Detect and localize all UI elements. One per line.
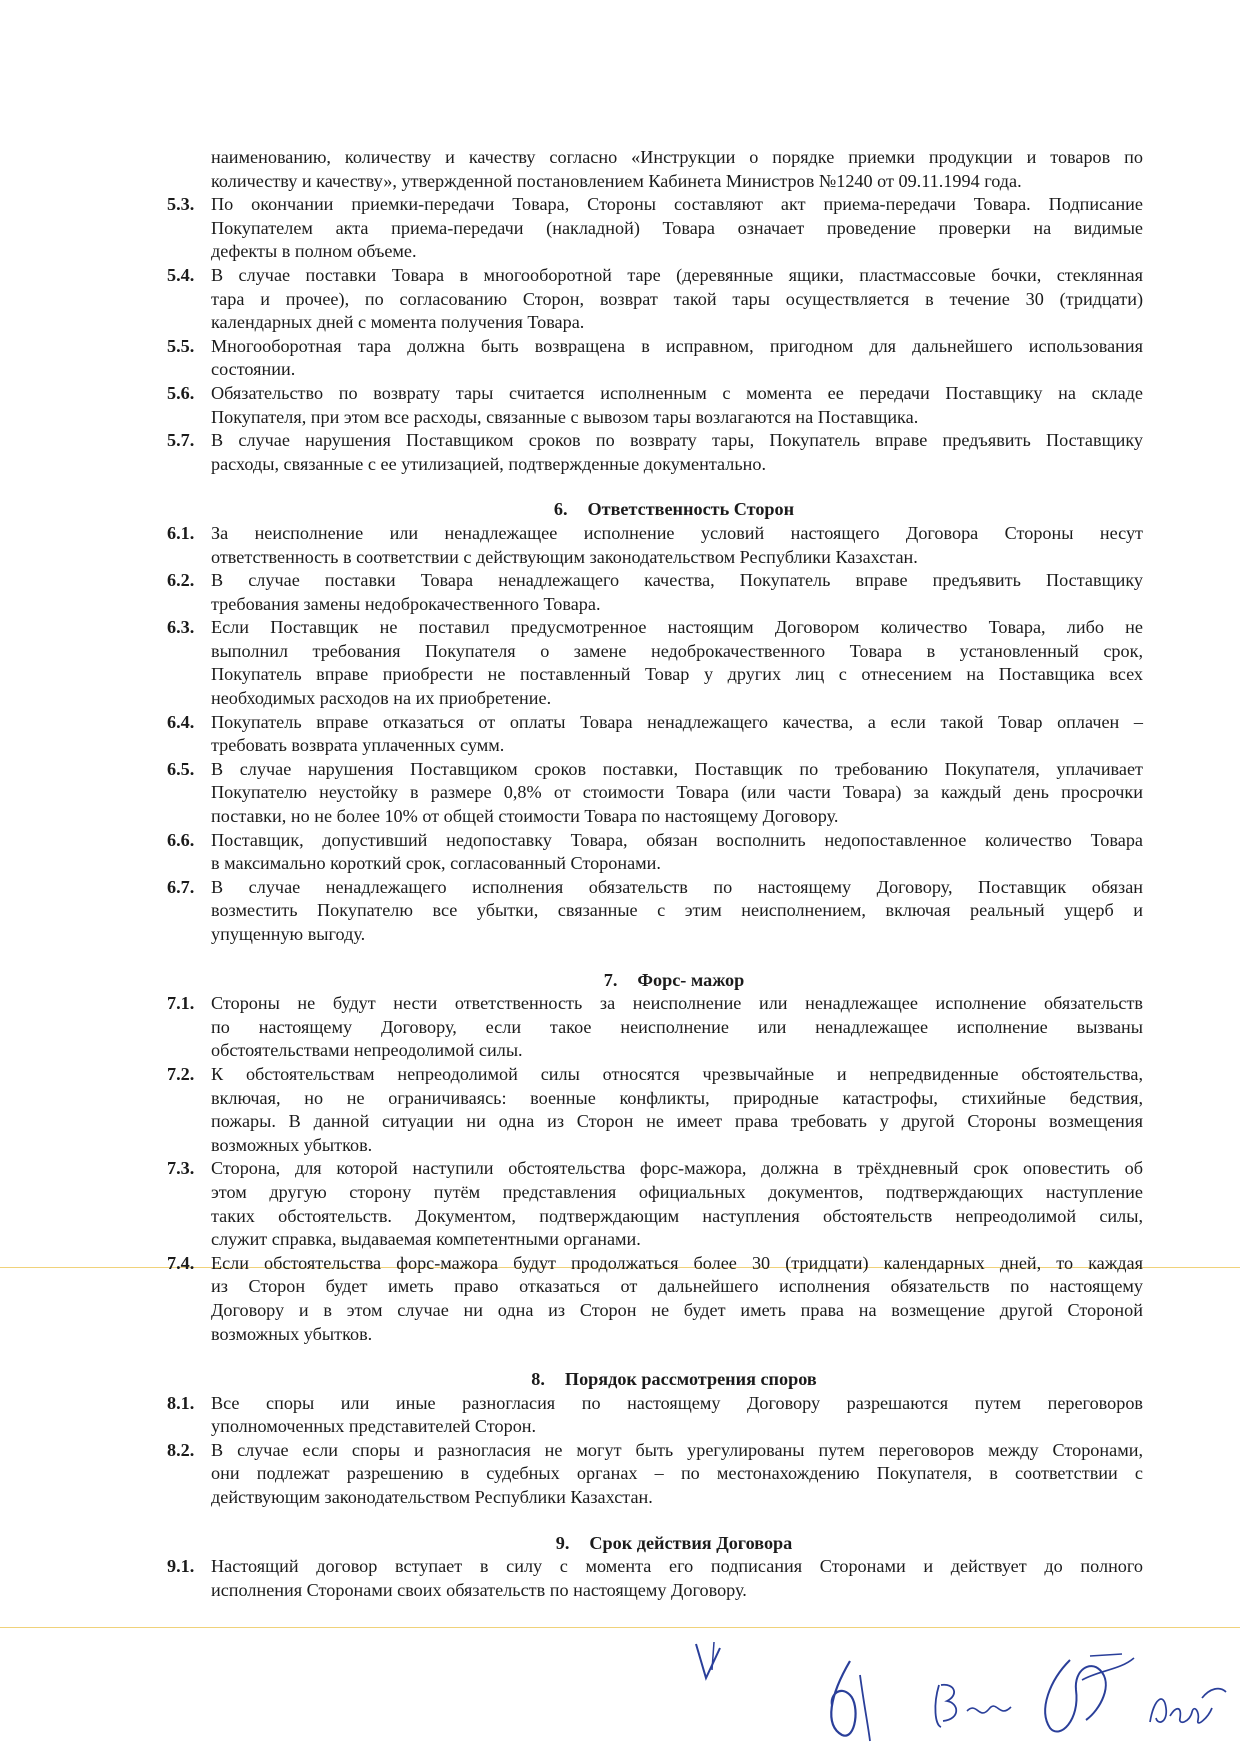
text-line: служит справка, выдаваемая компетентными органами. xyxy=(211,1229,641,1250)
text-line: За неисполнение или ненадлежащее исполнение условий настоящего Договора Стороны несут xyxy=(211,522,1143,543)
clause xyxy=(165,1392,1143,1439)
text-line: Если обстоятельства форс-мажора будут продолжаться более 30 (тридцати) календарных дней, то каждая xyxy=(211,1252,1143,1273)
text-line: поставки, но не более 10% от общей стоимости Товара по настоящему Договору. xyxy=(211,806,839,827)
text-line: количеству и качеству», утвержденной постановлением Кабинета Министров №1240 от 09.11.1994 года. xyxy=(211,170,1022,191)
clause xyxy=(165,1252,1143,1346)
clause-number: 7.4. xyxy=(167,1252,195,1273)
text-line: В случае нарушения Поставщиком сроков по возврату тары, Покупатель вправе предъявить Поставщику xyxy=(211,430,1143,451)
section-heading xyxy=(165,1532,1143,1556)
text-line: этом другую сторону путём представления официальных документов, подтверждающих наступление xyxy=(211,1181,1143,1202)
text-line: упущенную выгоду. xyxy=(211,924,366,944)
clause-number: 7.2. xyxy=(167,1063,195,1084)
clause-number: 7.1. xyxy=(167,993,195,1014)
text-line: Сторона, для которой наступили обстоятельства форс-мажора, должна в трёхдневный срок оповестить об xyxy=(211,1158,1143,1179)
clause xyxy=(165,429,1143,476)
text-line: включая, но не ограничиваясь: военные конфликты, природные катастрофы, стихийные бедствия, xyxy=(211,1087,1143,1108)
clause-number: 6.6. xyxy=(167,829,195,850)
text-line: В случае ненадлежащего исполнения обязательств по настоящему Договору, Поставщик обязан xyxy=(211,876,1143,897)
clause xyxy=(165,569,1143,616)
section-number: 6. xyxy=(553,499,568,520)
clause xyxy=(165,711,1143,758)
text-line: В случае нарушения Поставщиком сроков поставки, Поставщик по требованию Покупателя, уплачивает xyxy=(211,758,1143,779)
text-line: выполнил требования Покупателя о замене недоброкачественного Товара в установленный срок, xyxy=(211,640,1143,661)
clause xyxy=(165,829,1143,876)
clause xyxy=(165,264,1143,335)
text-line: В случае поставки Товара ненадлежащего качества, Покупатель вправе предъявить Поставщику xyxy=(211,570,1143,591)
clause-number: 6.1. xyxy=(167,522,195,543)
clause-number: 5.7. xyxy=(167,430,195,451)
text-line: требования замены недоброкачественного Товара. xyxy=(211,593,601,614)
text-line: по настоящему Договору, если такое неисполнение или ненадлежащее исполнение вызваны xyxy=(211,1016,1143,1037)
clause-number: 5.3. xyxy=(167,194,195,215)
text-line: тара и прочее), по согласованию Сторон, возврат такой тары осуществляется в течение 30 (тридцати) xyxy=(211,288,1143,309)
clause xyxy=(165,335,1143,382)
clause xyxy=(165,1063,1143,1157)
clause-number: 5.6. xyxy=(167,382,195,403)
signature-mark-1 xyxy=(690,1640,730,1690)
clause xyxy=(165,1439,1143,1510)
clause xyxy=(165,992,1143,1063)
text-line: в максимально короткий срок, согласованный Сторонами. xyxy=(211,853,661,874)
signature-mark-2 xyxy=(820,1655,890,1745)
text-line: возможных убытков. xyxy=(211,1323,373,1344)
text-line: Многооборотная тара должна быть возвращена в исправном, пригодном для дальнейшего использования xyxy=(211,335,1143,356)
signature-mark-4 xyxy=(1030,1650,1140,1740)
text-line: ответственность в соответствии с действующим законодательством Республики Казахстан. xyxy=(211,546,918,567)
text-line: Все споры или иные разногласия по настоящему Договору разрешаются путем переговоров xyxy=(211,1392,1143,1413)
signature-mark-3 xyxy=(925,1675,1015,1735)
clause-number: 8.2. xyxy=(167,1439,195,1460)
text-line: возможных убытков. xyxy=(211,1134,373,1155)
signature-mark-5 xyxy=(1140,1678,1230,1738)
text-line: требовать возврата уплаченных сумм. xyxy=(211,735,505,756)
text-line: В случае поставки Товара в многооборотной таре (деревянные ящики, пластмассовые бочки, стеклянная xyxy=(211,264,1143,285)
text-line: Если Поставщик не поставил предусмотренное настоящим Договором количество Товара, либо не xyxy=(211,617,1143,638)
highlight-line xyxy=(0,1627,1240,1628)
section-title: Срок действия Договора xyxy=(589,1532,793,1553)
clause xyxy=(165,1157,1143,1251)
text-line: Покупателя, при этом все расходы, связанные с вывозом тары возлагаются на Поставщика. xyxy=(211,406,919,427)
clause xyxy=(165,522,1143,569)
section-number: 8. xyxy=(531,1369,545,1390)
text-line: Договору и в этом случае ни одна из Сторон не будет иметь права на возмещение другой Стороной xyxy=(211,1299,1143,1320)
section-title: Ответственность Сторон xyxy=(587,499,795,520)
text-line: они подлежат разрешению в судебных органах – по местонахождению Покупателя, в соответствии с xyxy=(211,1463,1143,1484)
section-title: Форс- мажор xyxy=(637,969,745,990)
clause-number: 6.3. xyxy=(167,617,195,638)
text-line: Покупателем акта приема-передачи (накладной) Товара означает проведение проверки на видимые xyxy=(211,217,1143,238)
clause xyxy=(165,616,1143,710)
text-line: Стороны не будут нести ответственность за неисполнение или ненадлежащее исполнение обязательств xyxy=(211,993,1143,1014)
text-line: необходимых расходов на их приобретение. xyxy=(211,688,552,709)
text-line: состоянии. xyxy=(211,359,296,380)
text-line: пожары. В данной ситуации ни одна из Сторон не имеет права требовать у другой Стороны возмещения xyxy=(211,1111,1143,1132)
section-heading xyxy=(165,969,1143,993)
text-line: возместить Покупателю все убытки, связанные с этим неисполнением, включая реальный ущерб и xyxy=(211,900,1143,921)
section-number: 9. xyxy=(555,1532,570,1553)
document-body xyxy=(165,146,1143,1602)
section-title: Порядок рассмотрения споров xyxy=(564,1369,817,1390)
text-line: обстоятельствами непреодолимой силы. xyxy=(211,1040,523,1061)
text-line: К обстоятельствам непреодолимой силы относятся чрезвычайные и непредвиденные обстоятельства, xyxy=(211,1063,1143,1084)
text-line: Обязательство по возврату тары считается исполненным с момента ее передачи Поставщику на складе xyxy=(211,382,1143,403)
text-line: из Сторон будет иметь право отказаться от дальнейшего исполнения обязательств по настоящему xyxy=(211,1276,1143,1297)
clause-number: 5.4. xyxy=(167,264,195,285)
clause xyxy=(165,1555,1143,1602)
text-line: действующим законодательством Республики Казахстан. xyxy=(211,1487,653,1508)
text-line: наименованию, количеству и качеству согласно «Инструкции о порядке приемки продукции и товаров по xyxy=(211,147,1143,167)
text-line: Поставщик, допустивший недопоставку Товара, обязан восполнить недопоставленное количество Товара xyxy=(211,829,1143,850)
clause xyxy=(165,382,1143,429)
text-line: уполномоченных представителей Сторон. xyxy=(211,1416,537,1437)
clause-number: 6.5. xyxy=(167,758,195,779)
clause-number: 6.2. xyxy=(167,570,195,591)
text-line: Покупатель вправе приобрести не поставленный Товар у других лиц с отнесением на Поставщика всех xyxy=(211,664,1143,685)
text-line: дефекты в полном объеме. xyxy=(211,241,417,262)
clause xyxy=(165,876,1143,947)
text-line: Настоящий договор вступает в силу с момента его подписания Сторонами и действует до полного xyxy=(211,1556,1143,1577)
clause-number: 5.5. xyxy=(167,335,195,356)
clause-number: 6.7. xyxy=(167,876,195,897)
clause-number: 7.3. xyxy=(167,1158,195,1179)
clause-number: 6.4. xyxy=(167,711,195,732)
section-heading xyxy=(165,1368,1143,1392)
clause-number: 9.1. xyxy=(167,1556,195,1577)
section-number: 7. xyxy=(603,969,618,990)
clause xyxy=(165,193,1143,264)
section-heading xyxy=(165,498,1143,522)
text-line: таких обстоятельств. Документом, подтверждающим наступления обстоятельств непреодолимой силы, xyxy=(211,1205,1143,1226)
text-line: Покупателю неустойку в размере 0,8% от стоимости Товара (или части Товара) за каждый день просрочки xyxy=(211,782,1143,803)
text-line: По окончании приемки-передачи Товара, Стороны составляют акт приема-передачи Товара. Подписание xyxy=(211,194,1143,215)
clause xyxy=(165,758,1143,829)
text-line: расходы, связанные с ее утилизацией, подтвержденные документально. xyxy=(211,453,766,474)
text-line: Покупатель вправе отказаться от оплаты Товара ненадлежащего качества, а если такой Товар оплачен – xyxy=(211,711,1143,732)
text-line: исполнения Сторонами своих обязательств по настоящему Договору. xyxy=(211,1579,747,1600)
clause-number: 8.1. xyxy=(167,1392,195,1413)
paragraph-continuation xyxy=(165,146,1143,193)
text-line: календарных дней с момента получения Товара. xyxy=(211,312,585,333)
text-line: В случае если споры и разногласия не могут быть урегулированы путем переговоров между Сторонами, xyxy=(211,1439,1143,1460)
